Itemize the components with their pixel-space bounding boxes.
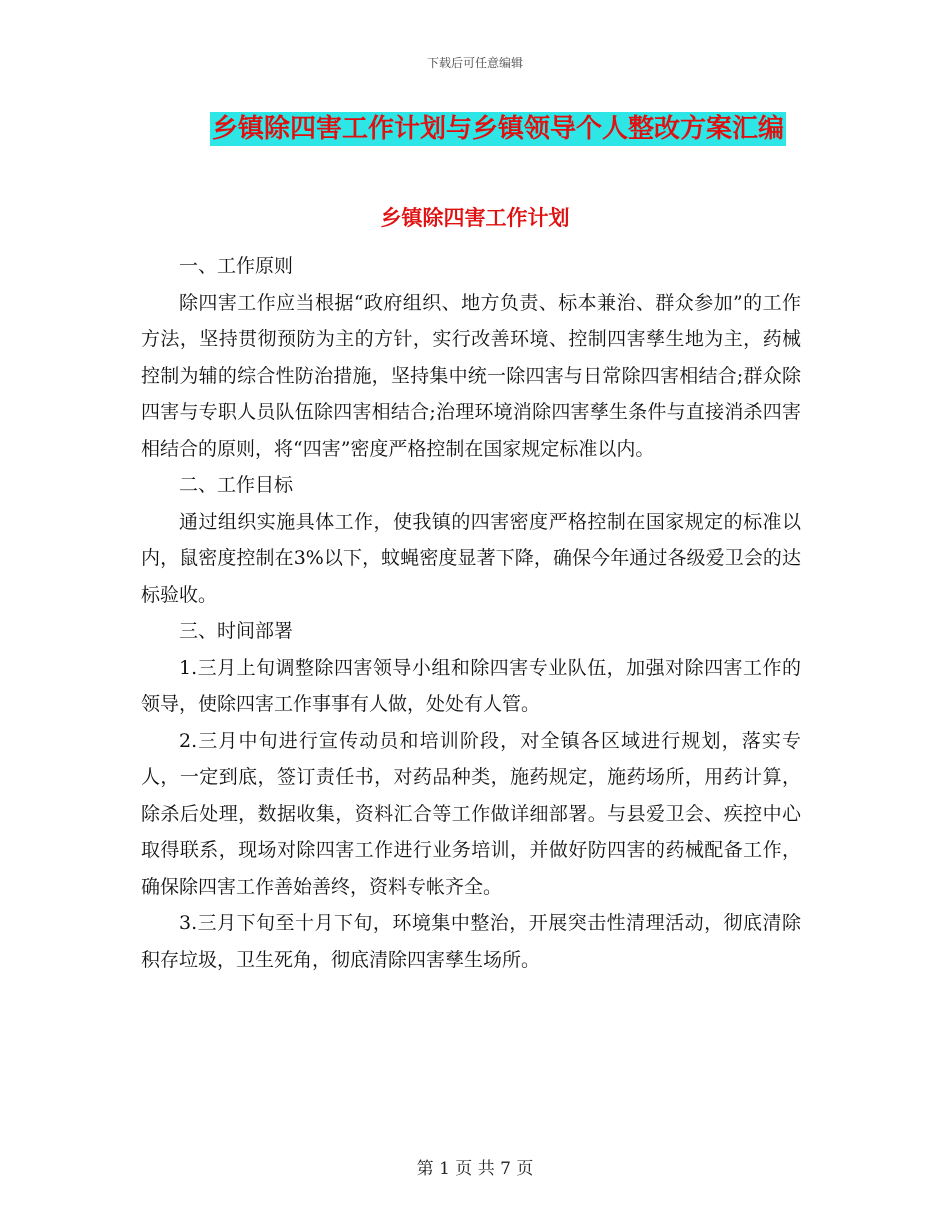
document-body xyxy=(141,248,801,978)
heading-work-principles: 一、工作原则 xyxy=(179,255,294,277)
heading-work-goals: 二、工作目标 xyxy=(179,474,294,496)
section-title: 乡镇除四害工作计划 xyxy=(380,206,570,230)
main-title-container xyxy=(0,112,950,146)
paragraph-schedule-2: 2.三月中旬进行宣传动员和培训阶段，对全镇各区域进行规划，落实专人，一定到底，签订责任书，对药品种类，施药规定，施药场所，用药计算，除杀后处理，数据收集，资料汇合等工作做详细部署。与县爱卫会、疾控中心取得联系，现场对除四害工作进行业务培训，并做好防四害的药械配备工作，确保除四害工作善始善终，资料专帐齐全。 xyxy=(141,729,801,898)
paragraph-principles: 除四害工作应当根据“政府组织、地方负责、标本兼治、群众参加”的工作方法，坚持贯彻预防为主的方针，实行改善环境、控制四害孳生地为主，药械控制为辅的综合性防治措施，坚持集中统一除四害与日常除四害相结合;群众除四害与专职人员队伍除四害相结合;治理环境消除四害孳生条件与直接消杀四害相结合的原则，将“四害”密度严格控制在国家规定标准以内。 xyxy=(141,291,801,460)
heading-schedule: 三、时间部署 xyxy=(179,620,294,642)
header-note: 下载后可任意编辑 xyxy=(426,56,523,70)
page-number: 第 1 页 共 7 页 xyxy=(416,1159,534,1179)
paragraph-schedule-3: 3.三月下旬至十月下旬，环境集中整治，开展突击性清理活动，彻底清除积存垃圾，卫生死角，彻底清除四害孳生场所。 xyxy=(141,912,801,971)
paragraph-schedule-1: 1.三月上旬调整除四害领导小组和除四害专业队伍，加强对除四害工作的领导，使除四害工作事事有人做，处处有人管。 xyxy=(141,656,801,715)
document-title: 乡镇除四害工作计划与乡镇领导个人整改方案汇编 xyxy=(211,114,784,144)
paragraph-goals: 通过组织实施具体工作，使我镇的四害密度严格控制在国家规定的标准以内，鼠密度控制在3%以下，蚊蝇密度显著下降，确保今年通过各级爱卫会的达标验收。 xyxy=(141,510,801,606)
